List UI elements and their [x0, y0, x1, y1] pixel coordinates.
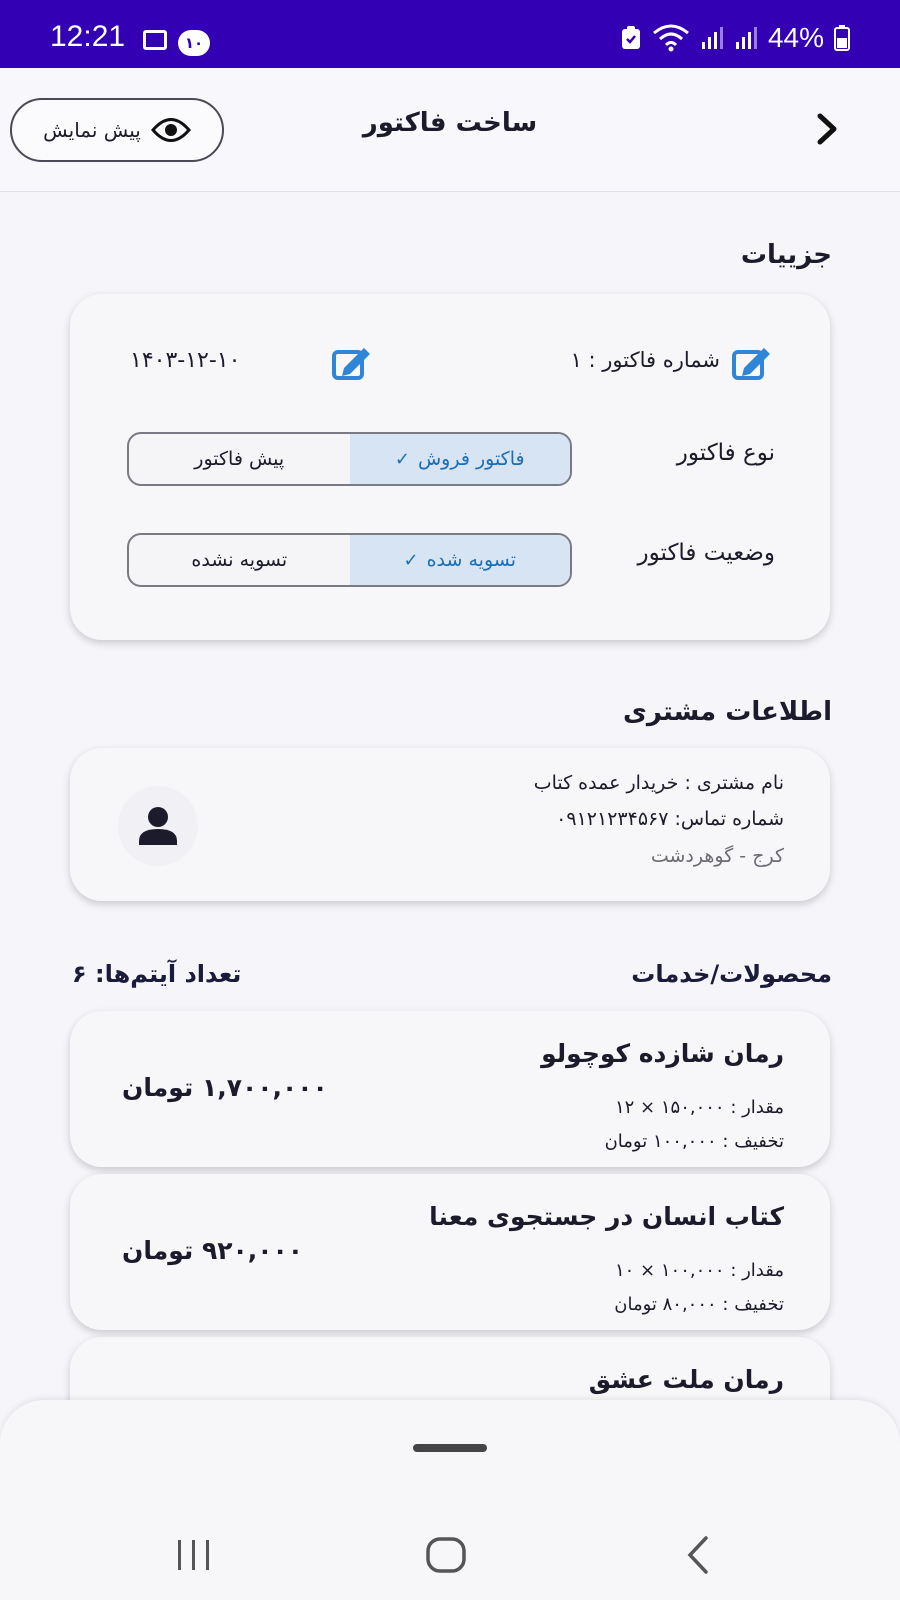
- edit-icon[interactable]: [732, 346, 772, 380]
- check-icon: ✓: [403, 549, 419, 571]
- app-header: [0, 68, 900, 192]
- details-title: جزییات: [740, 240, 832, 270]
- clipboard-icon: [620, 26, 642, 50]
- wifi-icon: [652, 24, 690, 52]
- person-icon: [118, 786, 198, 866]
- signal-icon: [734, 26, 758, 50]
- invoice-date: ۱۴۰۳-۱۲-۱۰: [130, 348, 241, 373]
- battery-percent: 44%: [767, 22, 824, 53]
- product-quantity: مقدار : ۱۵۰,۰۰۰ × ۱۲: [614, 1097, 784, 1118]
- battery-icon: [834, 25, 850, 51]
- invoice-type-label: نوع فاکتور: [676, 440, 775, 466]
- preview-button-label: پیش نمایش: [43, 118, 141, 142]
- recents-icon[interactable]: [164, 1530, 224, 1580]
- product-name: رمان شازده کوچولو: [541, 1039, 784, 1068]
- customer-card[interactable]: [70, 748, 830, 901]
- invoice-number: شماره فاکتور : ۱: [570, 348, 720, 372]
- invoice-status-label: وضعیت فاکتور: [637, 540, 775, 566]
- back-icon[interactable]: [670, 1530, 730, 1580]
- product-total: ۱,۷۰۰,۰۰۰ تومان: [122, 1073, 328, 1102]
- product-discount: تخفیف : ۱۰۰,۰۰۰ تومان: [604, 1131, 784, 1152]
- invoice-type-option-sale[interactable]: [350, 434, 571, 484]
- customer-phone: شماره تماس: ۰۹۱۲۱۲۳۴۵۶۷: [556, 808, 784, 830]
- back-chevron-icon[interactable]: [812, 112, 842, 146]
- product-name: رمان ملت عشق: [588, 1365, 784, 1394]
- option-label: تسویه شده: [426, 549, 517, 571]
- invoice-type-toggle: [127, 432, 572, 486]
- page-title: ساخت فاکتور: [362, 108, 538, 138]
- system-nav-bar: [0, 1500, 900, 1600]
- product-item[interactable]: [70, 1174, 830, 1330]
- items-count: تعداد آیتم‌ها: ۶: [72, 960, 242, 988]
- edit-icon[interactable]: [332, 346, 372, 380]
- option-label: پیش فاکتور: [194, 448, 285, 470]
- status-bar: [0, 0, 900, 68]
- check-icon: ✓: [394, 448, 410, 470]
- option-label: فاکتور فروش: [417, 448, 525, 470]
- avatar: [118, 786, 198, 866]
- option-label: تسویه نشده: [191, 549, 288, 571]
- details-card: [70, 294, 830, 640]
- home-icon[interactable]: [416, 1530, 476, 1580]
- signal-icon: [700, 26, 724, 50]
- notification-badge: ۱۰: [178, 30, 210, 56]
- product-name: کتاب انسان در جستجوی معنا: [429, 1202, 784, 1231]
- customer-address: کرج - گوهردشت: [650, 845, 784, 867]
- status-icons: [620, 22, 850, 54]
- customer-name: نام مشتری : خریدار عمده کتاب: [533, 772, 784, 794]
- products-title: محصولات/خدمات: [631, 960, 832, 988]
- image-icon: [143, 30, 167, 50]
- product-quantity: مقدار : ۱۰۰,۰۰۰ × ۱۰: [614, 1260, 784, 1281]
- invoice-status-option-settled[interactable]: [350, 535, 571, 585]
- product-discount: تخفیف : ۸۰,۰۰۰ تومان: [614, 1294, 784, 1315]
- customer-title: اطلاعات مشتری: [622, 697, 832, 727]
- invoice-status-toggle: [127, 533, 572, 587]
- product-item[interactable]: [70, 1011, 830, 1167]
- drag-handle[interactable]: [413, 1444, 487, 1452]
- invoice-type-option-preinvoice[interactable]: [129, 434, 350, 484]
- product-total: ۹۲۰,۰۰۰ تومان: [122, 1236, 304, 1265]
- invoice-status-option-unsettled[interactable]: [129, 535, 350, 585]
- clock: 12:21: [50, 20, 126, 53]
